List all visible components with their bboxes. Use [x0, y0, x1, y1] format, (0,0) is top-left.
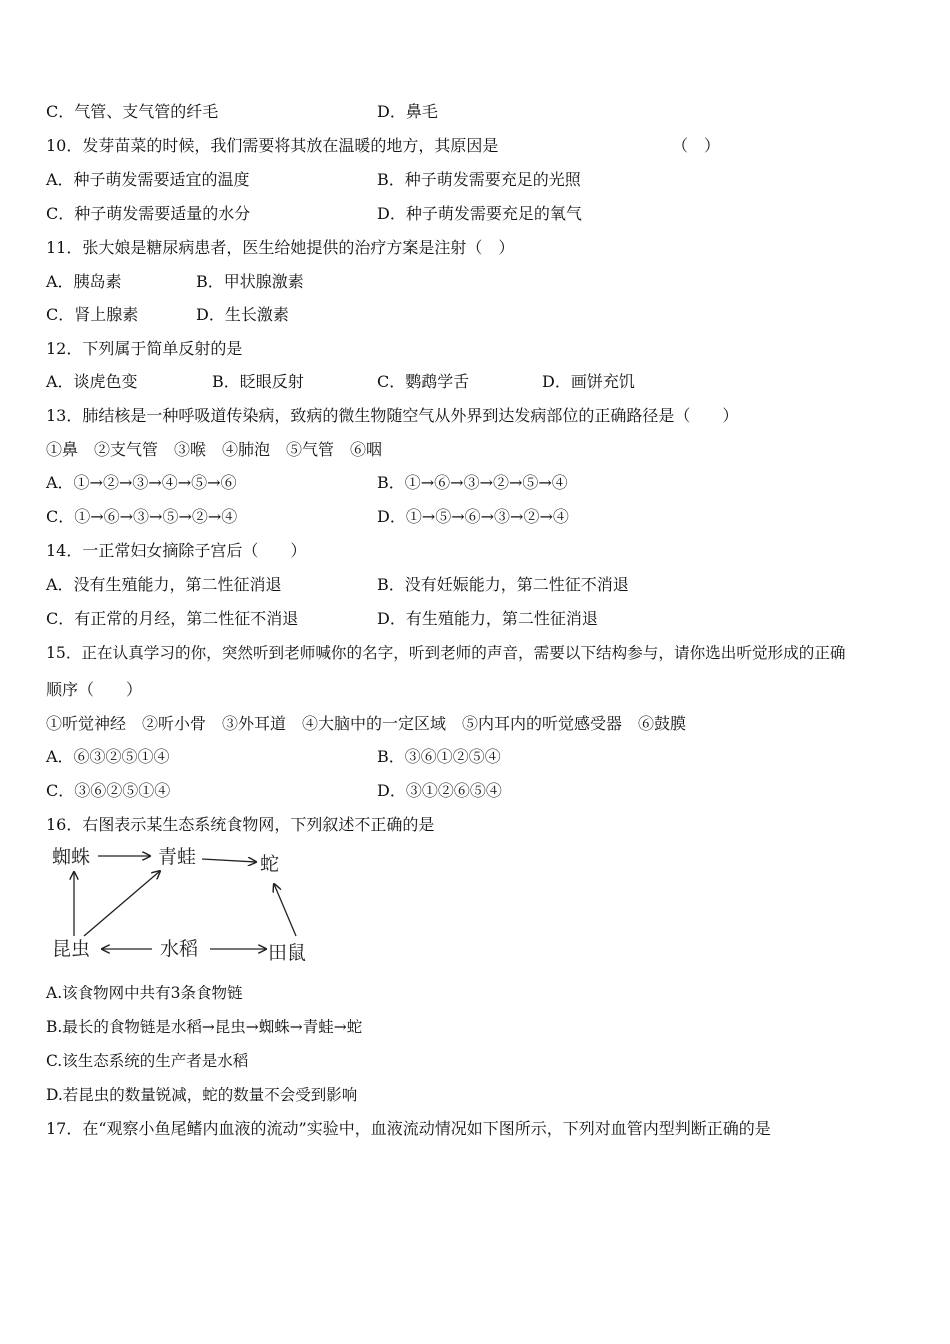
q15-option-d: D．③①②⑥⑤④: [377, 781, 502, 800]
q12-option-d: D．画饼充饥: [542, 372, 635, 391]
q14-stem: 14．一正常妇女摘除子宫后（ ）: [46, 541, 307, 560]
q12-option-c: C．鹦鹉学舌: [377, 372, 470, 391]
q16-option-d: D.若昆虫的数量锐减，蛇的数量不会受到影响: [46, 1086, 358, 1104]
q11-option-a: A．胰岛素: [46, 272, 122, 291]
q13-option-c: C．①→⑥→③→⑤→②→④: [46, 507, 238, 526]
q14-option-c: C．有正常的月经，第二性征不消退: [46, 609, 299, 628]
node-insect: 昆虫: [52, 938, 91, 960]
q15-option-c: C．③⑥②⑤①④: [46, 781, 171, 800]
q16-option-b: B.最长的食物链是水稻→昆虫→蜘蛛→青蛙→蛇: [46, 1018, 363, 1036]
node-snake: 蛇: [260, 853, 280, 875]
q15-stem-line2: 顺序（ ）: [46, 680, 143, 699]
q14-option-d: D．有生殖能力，第二性征消退: [377, 609, 598, 628]
q15-option-b: B．③⑥①②⑤④: [377, 747, 501, 766]
q15-items: ①听觉神经 ②听小骨 ③外耳道 ④大脑中的一定区域 ⑤内耳内的听觉感受器 ⑥鼓膜: [46, 714, 687, 733]
q9-option-d: D．鼻毛: [377, 102, 438, 121]
q13-option-a: A．①→②→③→④→⑤→⑥: [46, 473, 237, 492]
q13-items: ①鼻 ②支气管 ③喉 ④肺泡 ⑤气管 ⑥咽: [46, 440, 383, 459]
q13-option-d: D．①→⑤→⑥→③→②→④: [377, 507, 569, 526]
q11-option-b: B．甲状腺激素: [196, 272, 304, 291]
q12-stem: 12．下列属于简单反射的是: [46, 339, 243, 358]
q15-stem-line1: 15．正在认真学习的你，突然听到老师喊你的名字，听到老师的声音，需要以下结构参与，请你选出听觉形成的正确: [46, 644, 846, 662]
arrow-frog-to-snake: [202, 859, 256, 862]
q11-stem: 11．张大娘是糖尿病患者，医生给她提供的治疗方案是注射（ ）: [46, 238, 515, 257]
node-vole: 田鼠: [268, 942, 307, 964]
q16-option-a: A.该食物网中共有3条食物链: [46, 984, 243, 1002]
node-rice: 水稻: [160, 938, 199, 960]
q13-option-b: B．①→⑥→③→②→⑤→④: [377, 473, 568, 492]
q10-stem: 10．发芽苗菜的时候，我们需要将其放在温暖的地方，其原因是: [46, 136, 499, 155]
node-frog: 青蛙: [158, 846, 197, 868]
q12-option-a: A．谈虎色变: [46, 372, 138, 391]
q10-answer-paren: （ ）: [672, 136, 721, 155]
q13-stem: 13．肺结核是一种呼吸道传染病，致病的微生物随空气从外界到达发病部位的正确路径是（ ）: [46, 406, 739, 425]
q10-option-a: A．种子萌发需要适宜的温度: [46, 170, 250, 189]
q16-stem: 16．右图表示某生态系统食物网，下列叙述不正确的是: [46, 815, 435, 834]
q9-option-c: C．气管、支气管的纤毛: [46, 102, 219, 121]
q14-option-a: A．没有生殖能力，第二性征消退: [46, 575, 282, 594]
q11-option-c: C．肾上腺素: [46, 305, 139, 324]
q16-option-c: C.该生态系统的生产者是水稻: [46, 1052, 249, 1070]
q17-stem: 17．在“观察小鱼尾鳍内血液的流动”实验中，血液流动情况如下图所示，下列对血管内型判断正确的是: [46, 1119, 771, 1138]
q10-option-d: D．种子萌发需要充足的氧气: [377, 204, 582, 223]
q12-option-b: B．眨眼反射: [212, 372, 304, 391]
arrow-insect-to-frog: [84, 871, 160, 936]
q11-option-d: D．生长激素: [196, 305, 289, 324]
q10-option-c: C．种子萌发需要适量的水分: [46, 204, 251, 223]
q14-option-b: B．没有妊娠能力，第二性征不消退: [377, 575, 629, 594]
arrow-vole-to-snake: [274, 884, 296, 936]
node-spider: 蜘蛛: [52, 846, 91, 868]
q15-option-a: A．⑥③②⑤①④: [46, 747, 170, 766]
q10-option-b: B．种子萌发需要充足的光照: [377, 170, 581, 189]
